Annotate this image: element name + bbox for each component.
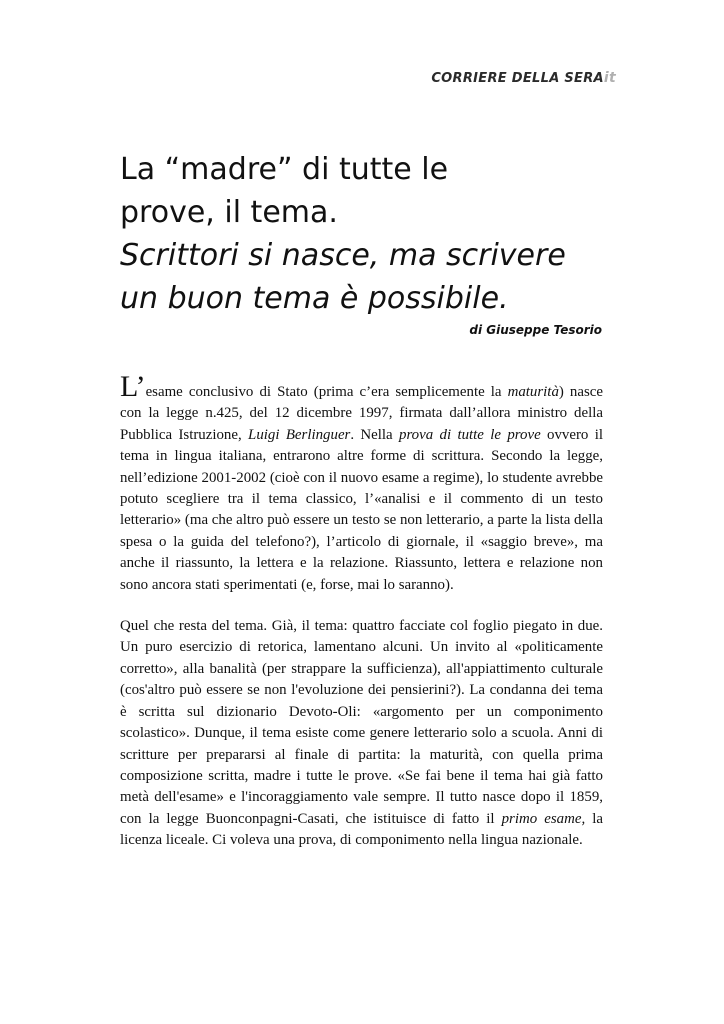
p2-emphasis-1: primo esame, xyxy=(501,810,586,827)
author-byline: di Giuseppe Tesorio xyxy=(469,323,602,337)
subtitle-line-2: un buon tema è possibile. xyxy=(120,281,509,316)
article-body xyxy=(120,370,603,852)
subtitle-line-1: Scrittori si nasce, ma scrivere xyxy=(120,238,566,273)
p1-emphasis-3: prova di tutte le prove xyxy=(399,426,541,443)
p2-text-1: Quel che resta del tema. Già, il tema: quattro facciate col foglio piegato in due. Un puro esercizio di retorica, lamentano alcuni. Un invito al «politicamente corretto», alla banalità (per strappare la sufficienza), all'appiattimento culturale (cos'altro può essere se non l'evoluzione dei pensierini?). La condanna dei tema è scritta sul dizionario Devoto-Oli: «argomento per un componimento scolastico». Dunque, il tema esiste come genere letterario solo a scuola. Anni di scritture per prepararsi al finale di partita: la maturità, con quella prima composizione scritta, madre i tutte le prove. «Se fai bene il tema hai già fatto metà dell'esame» e l'incoraggiamento vale sempre. Il tutto nasce dopo il 1859, con la legge Buonconpagni-Casati, che istituisce di fatto il xyxy=(120,618,603,827)
title-line-1: La “madre” di tutte le xyxy=(120,152,449,187)
drop-cap: L’ xyxy=(120,370,146,403)
paragraph-1 xyxy=(120,370,603,596)
masthead-logo xyxy=(431,70,616,86)
p1-emphasis-1: maturità xyxy=(507,384,559,400)
paragraph-2 xyxy=(120,616,603,851)
p1-text-3: . Nella xyxy=(350,426,399,443)
p2-text-2: la licenza liceale. Ci voleva una prova, di componimento nella lingua nazionale. xyxy=(120,810,603,849)
masthead-mark: it xyxy=(603,70,616,86)
title-line-2: prove, il tema. xyxy=(120,195,338,230)
masthead-name: CORRIERE DELLA SERA xyxy=(431,71,604,86)
p1-text-2: ) nasce con la legge n.425, del 12 dicembre 1997, firmata dall’allora ministro della Pubblica Istruzione, xyxy=(120,384,603,443)
article-title xyxy=(120,148,620,320)
p1-text-4: ovvero il tema in lingua italiana, entrarono altre forme di scrittura. Secondo la legge, nell’edizione 2001-2002 (cioè con il nuovo esame a regime), lo studente avrebbe potuto scegliere tra il tema classico, l’«analisi e il commento di un testo letterario» (ma che altro può essere un testo se non letterario, a parte la lista della spesa o la guida del telefono?), l’articolo di giornale, il «saggio breve», ma anche il riassunto, la lettera e la relazione. Riassunto, lettera e relazione non sono ancora stati sperimentati (e, forse, mai lo saranno). xyxy=(120,426,603,593)
p1-text-1: esame conclusivo di Stato (prima c’era semplicemente la xyxy=(145,384,508,400)
p1-emphasis-2: Luigi Berlinguer xyxy=(248,426,351,443)
